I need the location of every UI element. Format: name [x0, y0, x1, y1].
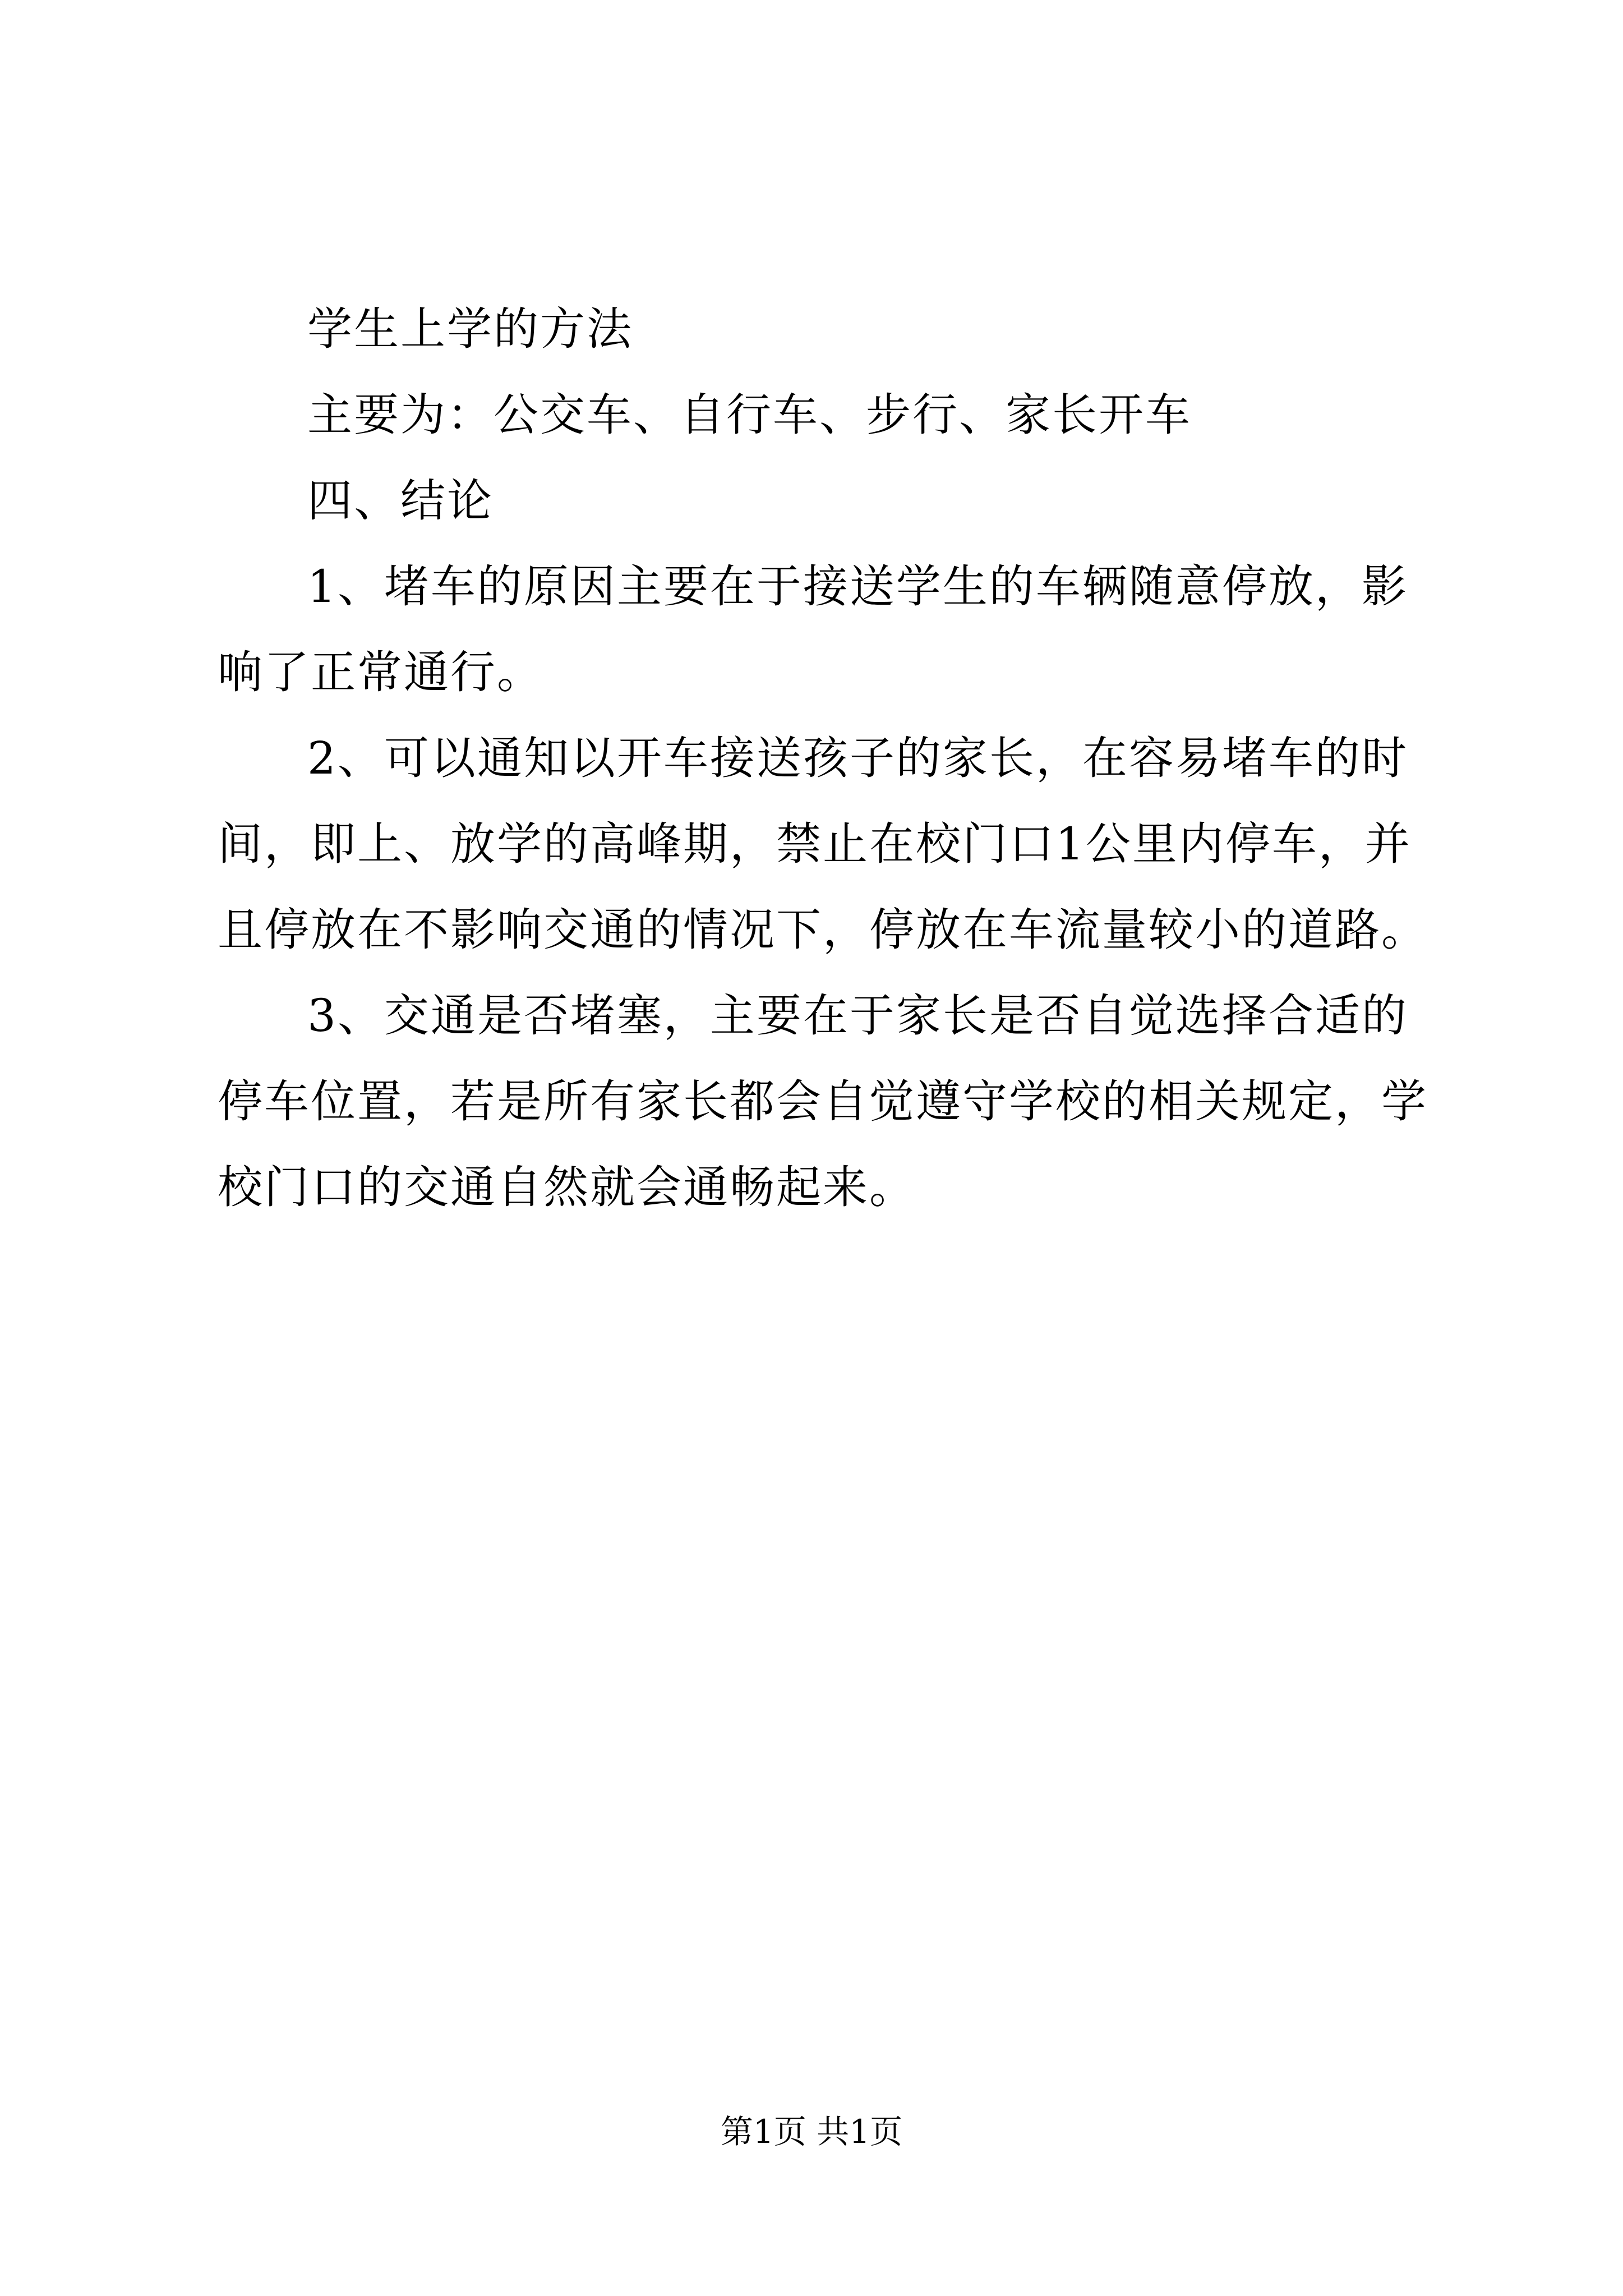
paragraph-conclusion-3: 3、交通是否堵塞，主要在于家长是否自觉选择合适的停车位置，若是所有家长都会自觉遵守学校的相关规定，学校门口的交通自然就会通畅起来。	[218, 990, 1428, 1213]
paragraph-transport-modes: 主要为：公交车、自行车、步行、家长开车	[307, 389, 1192, 441]
paragraph-conclusion-2: 2、可以通知以开车接送孩子的家长，在容易堵车的时间，即上、放学的高峰期，禁止在校门口1公里内停车，并且停放在不影响交通的情况下，停放在车流量较小的道路。	[218, 732, 1428, 956]
page-footer: 第1页 共1页	[720, 2113, 903, 2151]
section-heading-conclusion: 四、结论	[307, 475, 494, 527]
paragraph-conclusion-1: 1、堵车的原因主要在于接送学生的车辆随意停放，影响了正常通行。	[218, 560, 1408, 698]
paragraph-method-heading: 学生上学的方法	[307, 303, 633, 355]
document-body	[218, 286, 1429, 1230]
